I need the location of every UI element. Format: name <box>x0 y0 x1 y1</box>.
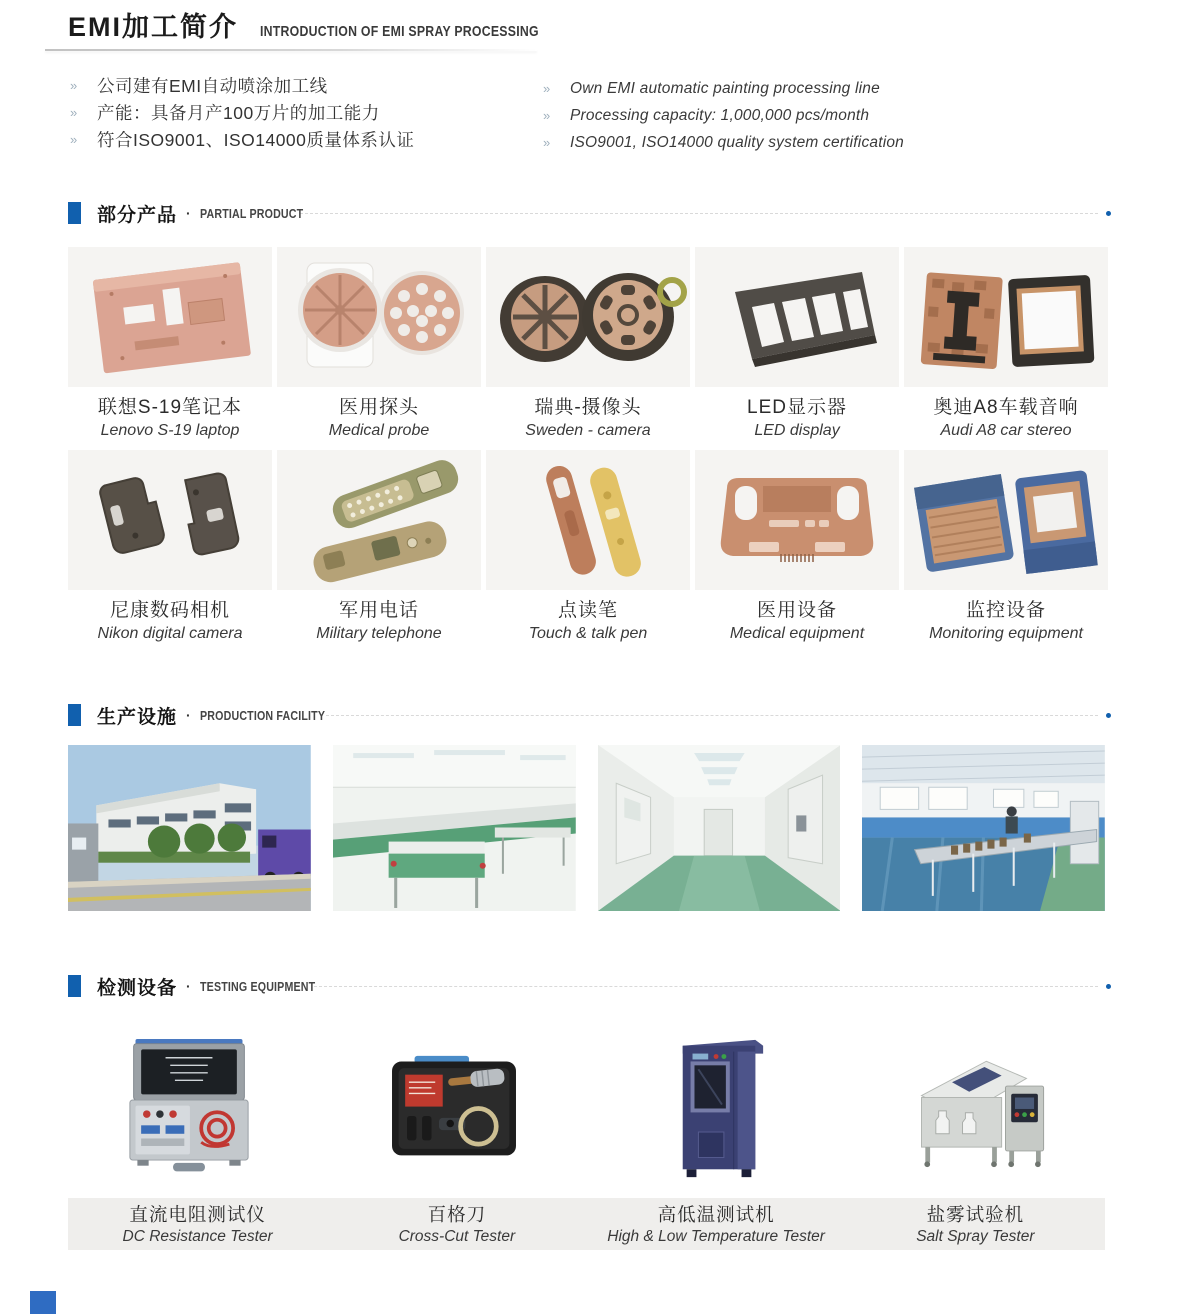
bullet-arrow-icon: » <box>543 108 551 123</box>
product-name-cn: 点读笔 <box>557 600 618 621</box>
section-header-facility <box>68 703 1111 727</box>
product-photo-audi-stereo <box>904 247 1108 387</box>
header-divider <box>45 49 537 51</box>
bullet-row <box>70 99 414 126</box>
page-header <box>68 12 600 42</box>
bullet-text: 公司建有EMI自动喷涂加工线 <box>97 76 328 96</box>
product-name-cn: 联想S-19笔记本 <box>97 397 243 418</box>
bullet-row <box>543 102 904 129</box>
bullet-text: ISO9001, ISO14000 quality system certification <box>570 133 905 151</box>
section-dashed-line <box>300 213 1098 214</box>
equipment-name-cn: 盐雾试验机 <box>926 1204 1025 1225</box>
section-separator: · <box>186 205 191 221</box>
product-grid-row1 <box>68 247 1105 441</box>
product-tile <box>277 247 481 441</box>
equipment-name-en: High & Low Temperature Tester <box>607 1228 825 1245</box>
cross-cut-tester-illustration <box>388 1054 520 1162</box>
bullet-text: Processing capacity: 1,000,000 pcs/month <box>570 106 870 124</box>
equipment-label <box>327 1198 586 1250</box>
lenovo-laptop-illustration <box>68 247 272 387</box>
product-name-cn: 瑞典-摄像头 <box>534 397 642 418</box>
equipment-label <box>846 1198 1105 1250</box>
bullet-row <box>543 129 904 156</box>
section-marker <box>68 975 81 997</box>
product-name-en: Sweden - camera <box>525 422 651 439</box>
bullet-text: 符合ISO9001、ISO14000质量体系认证 <box>97 130 415 150</box>
product-name-en: Touch & talk pen <box>528 625 648 642</box>
bullet-row <box>543 75 904 102</box>
product-name-cn: 监控设备 <box>965 600 1046 621</box>
monitoring-equipment-illustration <box>904 450 1108 590</box>
product-name-cn: 奥迪A8车载音响 <box>933 397 1079 418</box>
medical-equipment-illustration <box>695 450 899 590</box>
military-telephone-illustration <box>277 450 481 590</box>
equipment-label <box>68 1198 327 1250</box>
section-dashed-line <box>326 715 1098 716</box>
testing-label-strip <box>68 1198 1105 1250</box>
bullet-row <box>70 72 414 99</box>
section-marker <box>68 704 81 726</box>
bullet-arrow-icon: » <box>70 78 78 93</box>
led-display-illustration <box>695 247 899 387</box>
equipment-name-en: Cross-Cut Tester <box>398 1228 516 1245</box>
equipment-label <box>587 1198 846 1250</box>
product-tile <box>277 450 481 644</box>
product-tile <box>486 450 690 644</box>
product-name-cn: LED显示器 <box>747 397 847 418</box>
equipment-photo-salt-spray-tester <box>862 1025 1105 1190</box>
equipment-name-en: Salt Spray Tester <box>916 1228 1035 1245</box>
product-tile <box>68 450 272 644</box>
product-tile <box>695 247 899 441</box>
section-title-en: PARTIAL PRODUCT <box>199 205 304 221</box>
bullet-row <box>70 126 414 153</box>
section-end-dot <box>1106 713 1111 718</box>
product-name-en: Audi A8 car stereo <box>940 422 1072 439</box>
product-name-en: Lenovo S-19 laptop <box>100 422 240 439</box>
product-photo-touch-talk-pen <box>486 450 690 590</box>
product-name-en: Medical probe <box>328 422 430 439</box>
product-photo-medical-equipment <box>695 450 899 590</box>
section-marker <box>68 202 81 224</box>
section-separator: · <box>186 978 191 994</box>
page-title-en: INTRODUCTION OF EMI SPRAY PROCESSING <box>260 23 539 40</box>
facility-photo-row <box>68 745 1105 911</box>
product-name-en: Medical equipment <box>729 625 865 642</box>
section-end-dot <box>1106 211 1111 216</box>
equipment-photo-dc-resistance-tester <box>68 1025 311 1190</box>
product-photo-military-telephone <box>277 450 481 590</box>
medical-probe-illustration <box>277 247 481 387</box>
bullet-arrow-icon: » <box>70 132 78 147</box>
equipment-name-cn: 百格刀 <box>427 1204 487 1225</box>
product-name-cn: 医用探头 <box>338 397 419 418</box>
product-photo-led-display <box>695 247 899 387</box>
facility-photo-production-line <box>862 745 1105 911</box>
product-tile <box>68 247 272 441</box>
page-title-cn: EMI加工简介 <box>68 12 239 42</box>
intro-bullets-en <box>543 75 904 156</box>
bullet-arrow-icon: » <box>70 105 78 120</box>
dc-resistance-tester-illustration <box>128 1037 250 1178</box>
equipment-name-cn: 直流电阻测试仪 <box>129 1204 266 1225</box>
high-low-temperature-tester-illustration <box>665 1032 773 1184</box>
product-photo-lenovo-laptop <box>68 247 272 387</box>
product-name-en: Military telephone <box>316 625 442 642</box>
product-grid-row2 <box>68 450 1105 644</box>
section-dashed-line <box>314 986 1098 987</box>
intro-bullets-cn <box>70 72 414 153</box>
equipment-photo-high-low-temperature-tester <box>598 1025 841 1190</box>
product-tile <box>695 450 899 644</box>
product-photo-sweden-camera <box>486 247 690 387</box>
equipment-name-cn: 高低温测试机 <box>657 1204 775 1225</box>
salt-spray-tester-illustration <box>910 1046 1058 1170</box>
product-photo-nikon-camera <box>68 450 272 590</box>
audi-stereo-illustration <box>904 247 1108 387</box>
facility-photo-clean-room-corridor <box>598 745 841 911</box>
section-title-en: PRODUCTION FACILITY <box>199 707 325 723</box>
touch-talk-pen-illustration <box>486 450 690 590</box>
product-name-cn: 医用设备 <box>756 600 837 621</box>
product-name-en: LED display <box>754 422 840 439</box>
product-name-cn: 尼康数码相机 <box>109 600 230 621</box>
product-name-cn: 军用电话 <box>338 600 419 621</box>
facility-photo-factory-exterior <box>68 745 311 911</box>
product-tile <box>904 450 1108 644</box>
bullet-text: Own EMI automatic painting processing line <box>570 79 880 97</box>
section-header-products <box>68 201 1111 225</box>
equipment-photo-cross-cut-tester <box>333 1025 576 1190</box>
section-title-cn: 生产设施 <box>97 706 178 728</box>
bullet-text: 产能：具备月产100万片的加工能力 <box>97 103 380 123</box>
product-tile <box>486 247 690 441</box>
section-title-en: TESTING EQUIPMENT <box>199 978 316 994</box>
section-header-testing <box>68 974 1111 998</box>
section-title-cn: 检测设备 <box>97 977 178 999</box>
testing-equipment-row <box>68 1025 1105 1190</box>
bullet-arrow-icon: » <box>543 81 551 96</box>
sweden-camera-illustration <box>486 247 690 387</box>
footer-corner-mark <box>30 1291 56 1314</box>
nikon-camera-illustration <box>68 450 272 590</box>
section-title-cn: 部分产品 <box>97 204 178 226</box>
assembly-workshop-illustration <box>333 745 576 911</box>
section-separator: · <box>186 707 191 723</box>
product-name-en: Nikon digital camera <box>97 625 243 642</box>
clean-room-corridor-illustration <box>598 745 841 911</box>
production-line-illustration <box>862 745 1105 911</box>
factory-exterior-illustration <box>68 745 311 911</box>
equipment-name-en: DC Resistance Tester <box>122 1228 273 1245</box>
bullet-arrow-icon: » <box>543 135 551 150</box>
section-end-dot <box>1106 984 1111 989</box>
product-tile <box>904 247 1108 441</box>
product-photo-monitoring-equipment <box>904 450 1108 590</box>
product-name-en: Monitoring equipment <box>929 625 1083 642</box>
facility-photo-assembly-workshop <box>333 745 576 911</box>
product-photo-medical-probe <box>277 247 481 387</box>
